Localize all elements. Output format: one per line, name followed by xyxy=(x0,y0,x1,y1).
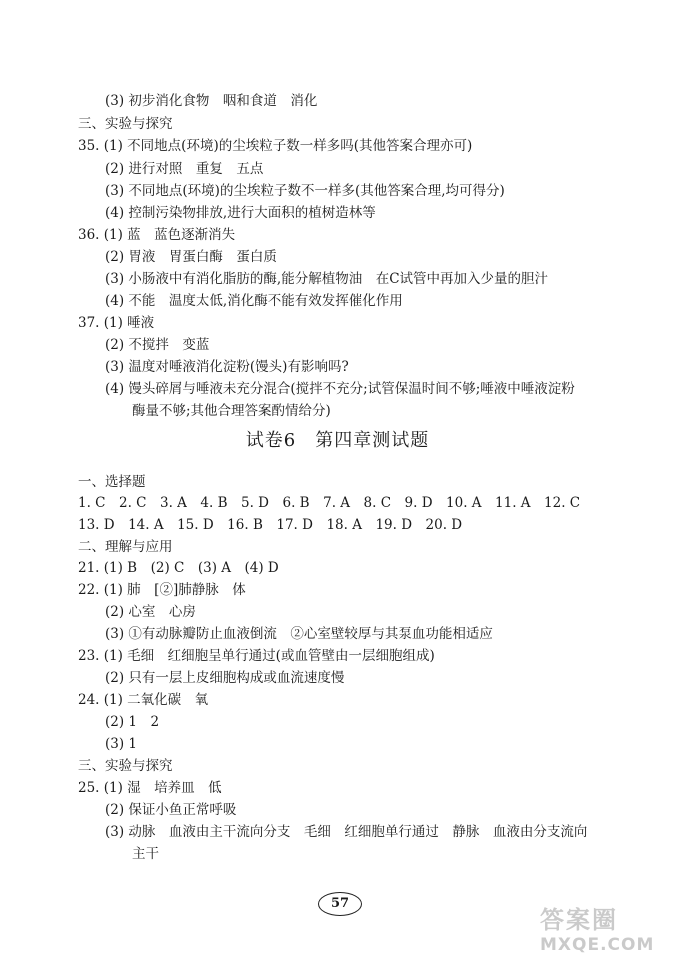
answer-line: (3) 温度对唾液消化淀粉(馒头)有影响吗? xyxy=(105,359,349,375)
answer-line: 24. (1) 二氧化碳 氧 xyxy=(78,692,209,708)
answer-line: (3) 1 xyxy=(105,736,138,752)
answer-line: (4) 控制污染物排放,进行大面积的植树造林等 xyxy=(105,205,376,221)
answer-line: (4) 馒头碎屑与唾液未充分混合(搅拌不充分;试管保温时间不够;唾液中唾液淀粉 xyxy=(105,381,575,397)
answer-line: 36. (1) 蓝 蓝色逐渐消失 xyxy=(78,227,236,243)
answer-line: 37. (1) 唾液 xyxy=(78,315,155,331)
section-heading: 三、实验与探究 xyxy=(78,116,173,132)
answer-line: 酶量不够;其他合理答案酌情给分) xyxy=(132,403,331,419)
answer-line: (3) 不同地点(环境)的尘埃粒子数不一样多(其他答案合理,均可得分) xyxy=(105,183,505,199)
answer-line: 35. (1) 不同地点(环境)的尘埃粒子数一样多吗(其他答案合理亦可) xyxy=(78,138,473,154)
watermark-bottom: MXQE.COM xyxy=(540,935,655,955)
answer-line: 主干 xyxy=(132,846,159,862)
answer-line: 13. D 14. A 15. D 16. B 17. D 18. A 19. D 20. D xyxy=(78,517,463,533)
answer-line: (2) 只有一层上皮细胞构成或血流速度慢 xyxy=(105,670,345,686)
section-heading: 二、理解与应用 xyxy=(78,539,173,555)
answer-line: (3) 初步消化食物 咽和食道 消化 xyxy=(105,93,318,109)
answer-line: (3) ①有动脉瓣防止血液倒流 ②心室壁较厚与其泵血功能相适应 xyxy=(105,626,493,642)
test-title: 试卷6 第四章测试题 xyxy=(245,430,430,451)
answer-line: 1. C 2. C 3. A 4. B 5. D 6. B 7. A 8. C 9. D 10. A 11. A 12. C xyxy=(78,495,581,511)
watermark-logo xyxy=(540,900,670,962)
answer-line: (2) 1 2 xyxy=(105,714,160,730)
watermark-top: 答案圈 xyxy=(540,906,618,934)
answer-line: (2) 进行对照 重复 五点 xyxy=(105,161,264,177)
answer-line: (3) 动脉 血液由主干流向分支 毛细 红细胞单行通过 静脉 血液由分支流向 xyxy=(105,824,588,840)
answer-line: (3) 小肠液中有消化脂肪的酶,能分解植物油 在C试管中再加入少量的胆汁 xyxy=(105,271,549,287)
page-number: 57 xyxy=(318,892,362,916)
answer-line: (2) 保证小鱼正常呼吸 xyxy=(105,802,237,818)
answer-line: (4) 不能 温度太低,消化酶不能有效发挥催化作用 xyxy=(105,293,403,309)
answer-line: 21. (1) B (2) C (3) A (4) D xyxy=(78,560,279,576)
answer-line: (2) 心室 心房 xyxy=(105,604,196,620)
section-heading: 一、选择题 xyxy=(78,474,146,490)
answer-line: 23. (1) 毛细 红细胞呈单行通过(或血管壁由一层细胞组成) xyxy=(78,648,435,664)
answer-line: 22. (1) 肺 [②]肺静脉 体 xyxy=(78,582,246,598)
answer-line: 25. (1) 湿 培养皿 低 xyxy=(78,780,222,796)
answer-line: (2) 不搅拌 变蓝 xyxy=(105,337,210,353)
section-heading: 三、实验与探究 xyxy=(78,758,173,774)
answer-line: (2) 胃液 胃蛋白酶 蛋白质 xyxy=(105,249,277,265)
